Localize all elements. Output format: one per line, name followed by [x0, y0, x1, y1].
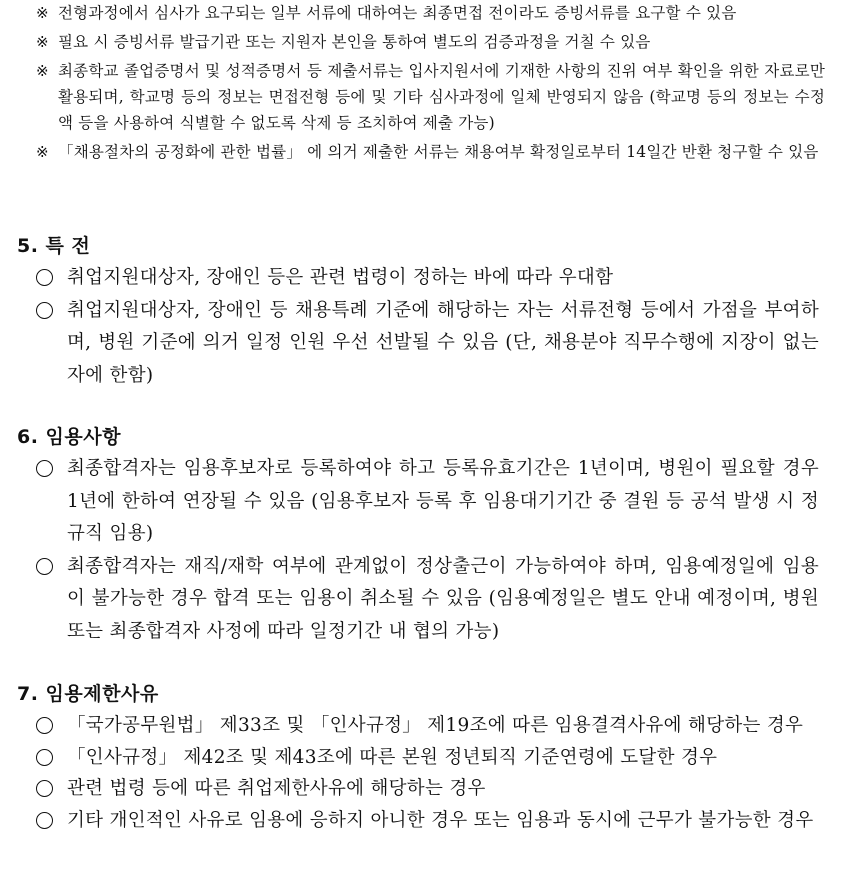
list-item — [0, 262, 855, 295]
list-item — [0, 742, 855, 774]
circle-bullet-icon — [36, 780, 53, 797]
list-item-text: 취업지원대상자, 장애인 등은 관련 법령이 정하는 바에 따라 우대함 — [67, 267, 614, 288]
note-mark: ※ — [36, 33, 49, 51]
circle-bullet-icon — [36, 812, 53, 829]
section-appointment — [0, 424, 855, 648]
circle-bullet-icon — [36, 717, 53, 734]
note-item — [0, 29, 855, 55]
note-text: 필요 시 증빙서류 발급기관 또는 지원자 본인을 통하여 별도의 검증과정을 거칠 수 있음 — [58, 33, 651, 51]
list-item-text: 최종합격자는 임용후보자로 등록하여야 하고 등록유효기간은 1년이며, 병원이 필요할 경우 1년에 한하여 연장될 수 있음 (임용후보자 등록 후 임용대기기간 중 결원 등 공석 발생 시 정규직 임용) — [67, 458, 819, 544]
note-mark: ※ — [36, 62, 49, 80]
list-item-text: 취업지원대상자, 장애인 등 채용특례 기준에 해당하는 자는 서류전형 등에서 가점을 부여하며, 병원 기준에 의거 일정 인원 우선 선발될 수 있음 (단, 채용분야 직무수행에 지장이 없는 자에 한함) — [67, 299, 819, 386]
list-item-text: 최종합격자는 재직/재학 여부에 관계없이 정상출근이 가능하여야 하며, 임용예정일에 임용이 불가능한 경우 합격 또는 임용이 취소될 수 있음 (임용예정일은 별도 안내 예정이며, 병원 또는 최종합격자 사정에 따라 일정기간 내 협의 가능) — [67, 555, 819, 642]
section-title: 7. 임용제한사유 — [17, 683, 159, 705]
note-text: 전형과정에서 심사가 요구되는 일부 서류에 대하여는 최종면접 전이라도 증빙서류를 요구할 수 있음 — [58, 4, 737, 22]
notes-list — [0, 0, 855, 165]
list-item — [0, 805, 855, 837]
circle-bullet-icon — [36, 558, 53, 575]
section-title: 5. 특 전 — [17, 235, 91, 257]
section-special-benefits — [0, 233, 855, 392]
note-text: 「채용절차의 공정화에 관한 법률」 에 의거 제출한 서류는 채용여부 확정일로부터 14일간 반환 청구할 수 있음 — [58, 143, 819, 161]
circle-bullet-icon — [36, 302, 53, 319]
list-item-text: 기타 개인적인 사유로 임용에 응하지 아니한 경우 또는 임용과 동시에 근무가 불가능한 경우 — [67, 809, 814, 831]
note-item — [0, 58, 855, 136]
note-mark: ※ — [36, 4, 49, 22]
list-item-text: 관련 법령 등에 따른 취업제한사유에 해당하는 경우 — [67, 778, 486, 799]
list-item — [0, 453, 855, 551]
circle-bullet-icon — [36, 749, 53, 766]
list-item-text: 「인사규정」 제42조 및 제43조에 따른 본원 정년퇴직 기준연령에 도달한 경우 — [67, 746, 718, 768]
list-item — [0, 551, 855, 649]
section-appointment-restrictions — [0, 681, 855, 836]
note-text: 최종학교 졸업증명서 및 성적증명서 등 제출서류는 입사지원서에 기재한 사항의 진위 여부 확인을 위한 자료로만 활용되며, 학교명 등의 정보는 면접전형 등에 및 기타 심사과정에 일체 반영되지 않음 (학교명 등의 정보는 수정액 등을 사용하여 식별할 수 없도록 삭제 등 조치하여 제출 가능) — [58, 62, 825, 132]
note-mark: ※ — [36, 143, 49, 161]
note-item — [0, 0, 855, 26]
section-title: 6. 임용사항 — [17, 426, 121, 448]
list-item — [0, 295, 855, 393]
list-item — [0, 710, 855, 742]
circle-bullet-icon — [36, 269, 53, 286]
list-item-text: 「국가공무원법」 제33조 및 「인사규정」 제19조에 따른 임용결격사유에 해당하는 경우 — [67, 715, 804, 736]
list-item — [0, 773, 855, 805]
note-item — [0, 139, 855, 165]
circle-bullet-icon — [36, 460, 53, 477]
